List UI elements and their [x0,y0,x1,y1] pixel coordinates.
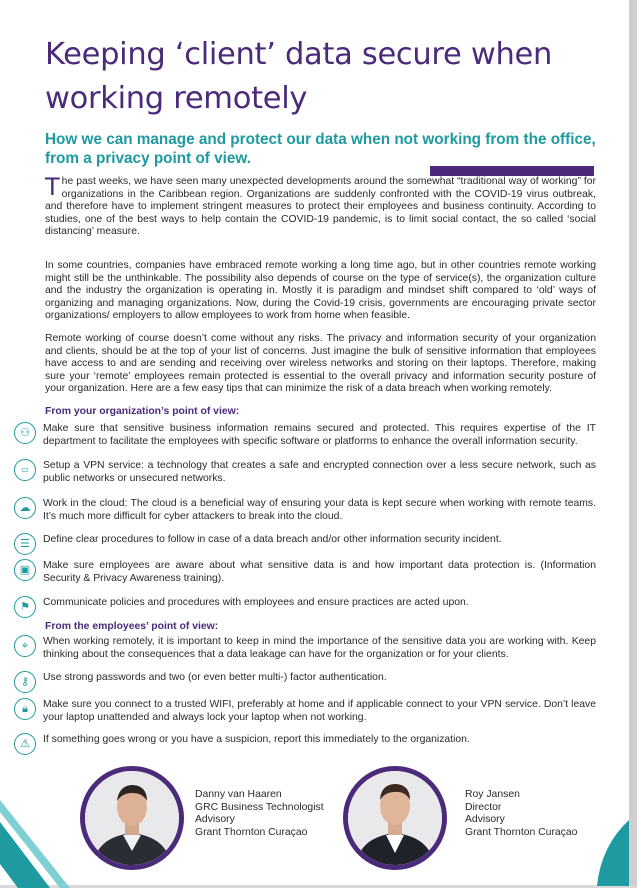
org-tip-text: Work in the cloud: The cloud is a beneficial way of ensuring your data is kept secure when working with remote teams. It’s much more difficult for cyber attackers to break into the cloud. [43,498,596,522]
org-tip-text: Define clear procedures to follow in case of a data breach and/or other information security incident. [43,534,502,545]
network-icon: ⚇ [14,422,36,444]
employee-section-heading: From the employees’ point of view: [45,621,219,632]
org-tip-text: Setup a VPN service: a technology that creates a safe and encrypted connection over a less secure network, such as public networks or unsecured networks. [43,460,596,484]
org-section-heading: From your organization’s point of view: [45,406,240,417]
data-leak-icon: ⌖ [14,635,36,657]
avatar [80,766,184,870]
org-tip-text: Communicate policies and procedures with employees and ensure practices are acted upon. [43,597,469,608]
accent-bar [430,166,594,176]
contact-department: Advisory [465,814,505,826]
intro-paragraph-2: In some countries, companies have embraced remote working a long time ago, but in other countries remote working might still be the unthinkable. The possibility also depends of course on the type of service(s), the organization culture and the industry the organization is operating in. Mostly it is paradigm and mindset shift compared to ‘old’ ways of organizing and managing organizations. Now, during the Covid-19 crisis, governments are encouraging private sector organizations/ employers to allow employees to work from home when feasible. [45,260,596,322]
training-icon: ▣ [14,559,36,581]
page-subtitle: How we can manage and protect our data when not working from the office, from a privacy point of view. [45,131,596,167]
cloud-icon: ☁ [14,497,36,519]
contact-company: Grant Thornton Curaçao [195,826,308,838]
avatar [343,766,447,870]
vpn-screen-icon: ▭ [14,459,36,481]
employee-tip-text: Use strong passwords and two (or even better multi-) factor authentication. [43,672,387,683]
employee-tip-text: When working remotely, it is important to keep in mind the importance of the sensitive data you are working with. Keep thinking about the consequences that a data leakage can have for the organization or for your clients. [43,636,596,660]
key-icon: ⚷ [14,671,36,693]
intro-paragraph-1-text: he past weeks, we have seen many unexpected developments around the somewhat “traditional way of working” for organizations in the Caribbean region. Organizations are suddenly confronted with the COVID-19 virus outbreak, and therefore have to implement stringent measures to protect their employees and business continuity. According to studies, one of the best ways to help contain the COVID-19 pandemic, is to limit social contact, the so called ‘social distancing’ measure. [45,176,596,238]
report-icon: ⚠ [14,733,36,755]
page-border-right [629,0,637,888]
contact-company: Grant Thornton Curaçao [465,826,578,838]
contact-name: Roy Jansen [465,789,520,800]
contact-card-1 [195,789,324,839]
contact-department: Advisory [195,814,235,826]
contact-card-2 [465,789,577,839]
employee-tip-text: If something goes wrong or you have a suspicion, report this immediately to the organization. [43,734,470,745]
page-title: Keeping ‘client’ data secure when working remotely [45,37,553,116]
drop-cap: T [45,173,60,201]
org-tip-text: Make sure that sensitive business information remains secured and protected. This requires expertise of the IT department to facilitate the employees with specific software or platforms to enhance the overall information security. [43,423,596,447]
intro-paragraph-1 [45,173,596,239]
contact-role: Director [465,801,502,813]
checklist-icon: ☰ [14,533,36,555]
employee-tip-text: Make sure you connect to a trusted WIFI, preferably at home and if applicable connect to your VPN service. Don’t leave your laptop unattended and always lock your laptop when not working. [43,699,596,723]
intro-paragraph-3: Remote working of course doesn’t come without any risks. The privacy and information security of your organization and clients, should be at the top of your list of concerns. Just imagine the bulk of sensitive information that employees have access to and are sending and receiving over wireless networks and storing on their laptops. Therefore, making sure your ‘remote’ employees remain protected is essential to the overall privacy and information security posture of your organization. Here are a few easy tips that can minimize the risk of a data breach when working remotely. [45,333,596,395]
communication-icon: ⚑ [14,596,36,618]
org-tip-text: Make sure employees are aware about what sensitive data is and how important data protection is. (Information Security & Privacy Awareness training). [43,560,596,584]
contact-role: GRC Business Technologist [195,801,324,813]
decorative-corner-right [591,820,629,886]
lock-icon: 🔒︎ [14,698,36,720]
contact-name: Danny van Haaren [195,789,282,800]
